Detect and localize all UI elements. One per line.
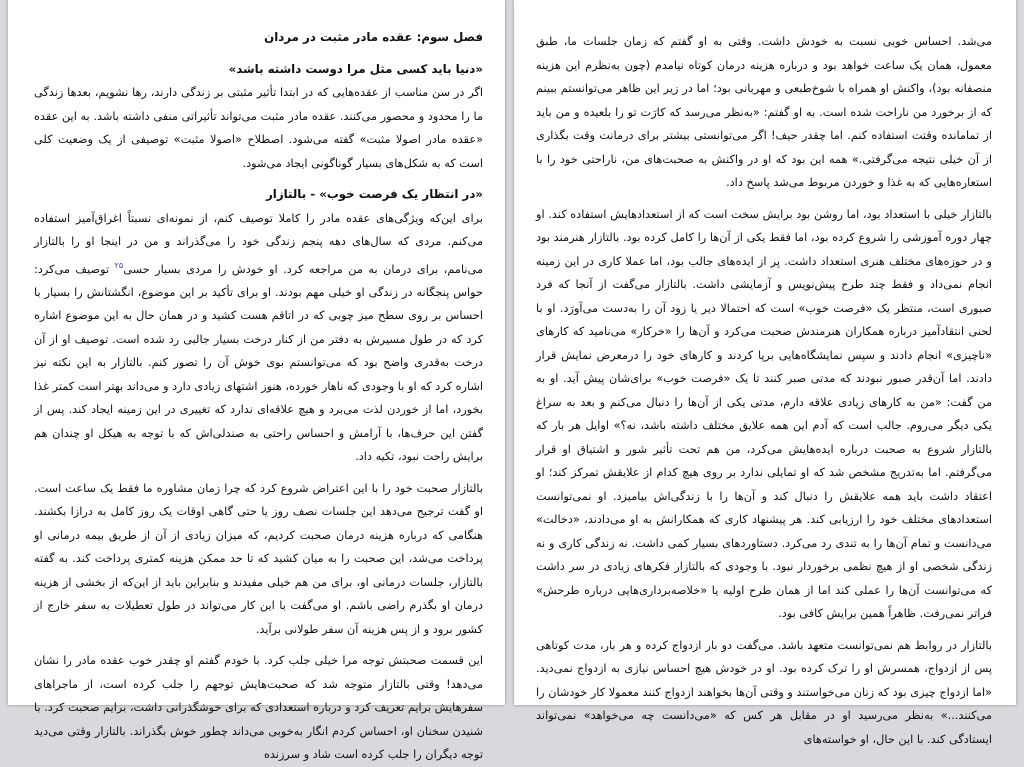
footnote-marker[interactable]: ۲۵ xyxy=(114,260,124,270)
paragraph-2 xyxy=(34,207,483,469)
chapter-title: فصل سوم: عقده مادر مثبت در مردان xyxy=(264,30,483,44)
paragraph-2-part-a: برای این‌که ویژگی‌های عقده مادر را کاملا توصیف کنم، از نمونه‌ای نسبتاً اغراق‌آمیز استفاده می‌کنم. مردی که سال‌های دهه پنجم زندگی خود را می‌گذراند و من در اینجا او را بالتازار می‌نامم، برای درمان به من مراجعه کرد. او خودش را مردی بسیار حسی xyxy=(34,211,484,276)
right-page-text xyxy=(536,30,992,751)
section-title-2: «در انتظار یک فرصت خوب» - بالتازار xyxy=(266,187,483,201)
paragraph-2: بالتازار خیلی با استعداد بود، اما روشن بود برایش سخت است که از استعدادهایش استفاده کند. او چهار دوره آموزشی را شروع کرده بود، اما فقط یکی از آن‌ها را کامل کرده بود. بالتازار هنرمند بود و در حوزه‌های مختلف هنری استعداد داشت. پر از ایده‌های جالب بود، اما عملا کاری در این زمینه انجام نمی‌داد و فقط چند طرح پیش‌نویس و آزمایشی داشت. بالتازار می‌گفت از آنجا که فرد صبوری است، منتظر یک «فرصت خوب» است که احتمالا دیر یا زود آن را به‌دست می‌آورَد. او با لحنی انتقادآمیز درباره همکاران هنرمندش صحبت می‌کرد و آن‌ها را «خرکار» می‌نامید که کارهای «ناچیزی» انجام دادند و سپس نمایشگاه‌هایی برپا کردند و کارهای خود را درمعرض نمایش قرار دادند. اما آن‌قدر صبور نبودند که مدتی صبر کنند تا یک «فرصت خوب» برای‌شان پیش آید. او به من گفت: «من به کارهای زیادی علاقه دارم، مدتی یکی از آن‌ها را دنبال می‌کنم و بعد به سراغ یکی دیگر می‌روم. جالب است که آدم این همه علایق مختلف داشته باشد، نه؟» اوایل هر بار که بالتازار شروع به صحبت درباره ایده‌هایش می‌کرد، من هم تحت تأثیر شور و اشتیاق او قرار می‌گرفتم. اما به‌تدریج مشخص شد که او تمایلی ندارد بر روی هیچ کدام از علایقش تمرکز کند؛ او اعتقاد داشت باید همه علایقش را دنبال کند و آن‌ها را با زندگی‌اش بیامیزد. او نمی‌توانست استعدادهای مختلف خود را ارزیابی کند. هر پیشنهاد کاری که همکارانش به او می‌دادند، «دخالت» می‌دانست و تمام آن‌ها را به تندی رد می‌کرد. دستاوردهای بسیار کمی داشت. نه زندگی کاری و نه زندگی شخصی او از هیچ نظمی برخوردار نبود. با وجودی که بالتازار فکرهای زیادی در سر داشت که می‌توانست آن‌ها را عملی کند اما از همان طرح اولیه یا «خلاصه‌برداری‌هایی درباره طرحش» فراتر نمی‌رفت. ظاهراً همین برایش کافی بود. xyxy=(536,207,992,620)
paragraph-1: می‌شد. احساس خوبی نسبت به خودش داشت. وقتی به او گفتم که زمان جلسات ما، طبق معمول، همان یک ساعت خواهد بود و درباره هزینه درمان کوتاه نیامدم (چون به‌نظرم این هزینه منصفانه بود)، واکنش او همراه با شوخ‌طبعی و مهربانی بود؛ اما در زیر این ظاهر می‌توانستم ببینم که از برخورد من ناراحت شده است. به او گفتم: «به‌نظر می‌رسد که کارَت تو را بلعیده و من باید از تمامانده وقتت استفاده کنم. اما چقدر حیف! اگر می‌توانستی بیشتر برای درمانت وقت بگذاری از آن خیلی نتیجه می‌گرفتی.» همه این بود که او در واکنش به صحبت‌های من، ناراحتی خود را با استعاره‌هایی که به غذا و خوردن مربوط می‌شد پاسخ داد. xyxy=(536,35,992,189)
paragraph-3: بالتازار صحبت خود را با این اعتراض شروع کرد که چرا زمان مشاوره ما فقط یک ساعت است. او گفت ترجیح می‌دهد این جلسات نصف روز یا حتی گاهی اوقات یک روز کامل به درازا بکشند. هنگامی که درباره هزینه درمان صحبت کردیم، که میزان زیادی از آن از طریق بیمه درمانی او پرداخت می‌شد، این صحبت را به میان کشید که تا حد ممکن هزینه کمتری پرداخت کند. به گفته بالتازار، جلسات درمانی او، برای من هم خیلی مفیدند و بنابراین باید از این‌که از بخشی از هزینه درمان او بگذرم راضی باشم. او می‌گفت با این کار می‌تواند در طول تعطیلات به سفر خارج از کشور برود و از پس هزینه آن سفر طولانی برآید. xyxy=(34,481,483,636)
right-page xyxy=(514,0,1016,746)
paragraph-4: این قسمت صحبتش توجه مرا خیلی جلب کرد. با خودم گفتم او چقدر خوب عقده مادر را نشان می‌دهد! وقتی بالتازار متوجه شد که صحبت‌هایش توجهم را جلب کرده است، از ماجراهای سفرهایش برایم تعریف کرد و درباره استعدادی که برای خوشگذرانی داشت، برایم صحبت کرد. با شنیدن سخنان او، احساس کردم انگار به‌خوبی می‌داند چطور خوش بگذراند. بالتازار وقتی می‌دید توجه دیگران را جلب کرده است شاد و سرزنده xyxy=(34,654,483,762)
left-page-text xyxy=(34,26,483,767)
paragraph-1: اگر در سن مناسب از عقده‌هایی که در ابتدا تأثیر مثبتی بر زندگی دارند، رها نشویم، بعدها زندگی ما را محدود و محصور می‌کنند. عقده مادر مثبت می‌تواند تأثیراتی منفی داشته باشد. به این عقده «عقده مادر اصولا مثبت» گفته می‌شود. اصطلاح «اصولا مثبت» توصیفی از یک وضعیت کلی است که به شکل‌های بسیار گوناگونی ایجاد می‌شود. xyxy=(34,86,483,170)
paragraph-2-part-b: توصیف می‌کرد: حواس پنجگانه در زندگی او خیلی مهم بودند. او برای تأکید بر این موضوع، انگشتانش را بسیار با احساس بر روی سطح میز چوبی که در اتاقم هست کشید و در همان حال به این موضوع اشاره کرد که در طول مسیرش به دفتر من از کنار درخت بسیار جالبی رد شده است. توصیف او از آن درخت به‌قدری واضح بود که می‌توانستم بوی خوش آن را تصور کنم. بالتازار به این نکته نیز اشاره کرد که او با وجودی که ناهار خورده، هنوز اشتهای زیادی دارد و می‌داند بهتر است کمتر غذا بخورد، اما از خوردن لذت می‌برد و هیچ علاقه‌ای ندارد که تغییری در این زمینه ایجاد کند. پس از گفتن این حرف‌ها، با آرامش و احساس راحتی به صندلی‌اش که با توجه به هیکل او چندان هم برایش راحت نبود، تکیه داد. xyxy=(34,262,483,464)
left-page xyxy=(8,0,505,762)
paragraph-3: بالتازار در روابط هم نمی‌توانست متعهد باشد. می‌گفت دو بار ازدواج کرده و هر بار، مدت کوتاهی پس از ازدواج، همسرش او را ترک کرده بود. او در خودش هیچ احساس نیازی به ازدواج نمی‌دید. «اما ازدواج چیزی بود که زنان می‌خواستند و وقتی آن‌ها بخواهند ازدواج کنند معمولا کار خودشان را می‌کنند...» به‌نظر می‌رسید او در مقابل هر کس که «می‌دانست چه می‌خواهد» نمی‌تواند ایستادگی کند. با این حال، او خواسته‌های xyxy=(536,638,992,746)
section-title-1: «دنیا باید کسی مثل مرا دوست داشته باشد» xyxy=(228,61,483,76)
